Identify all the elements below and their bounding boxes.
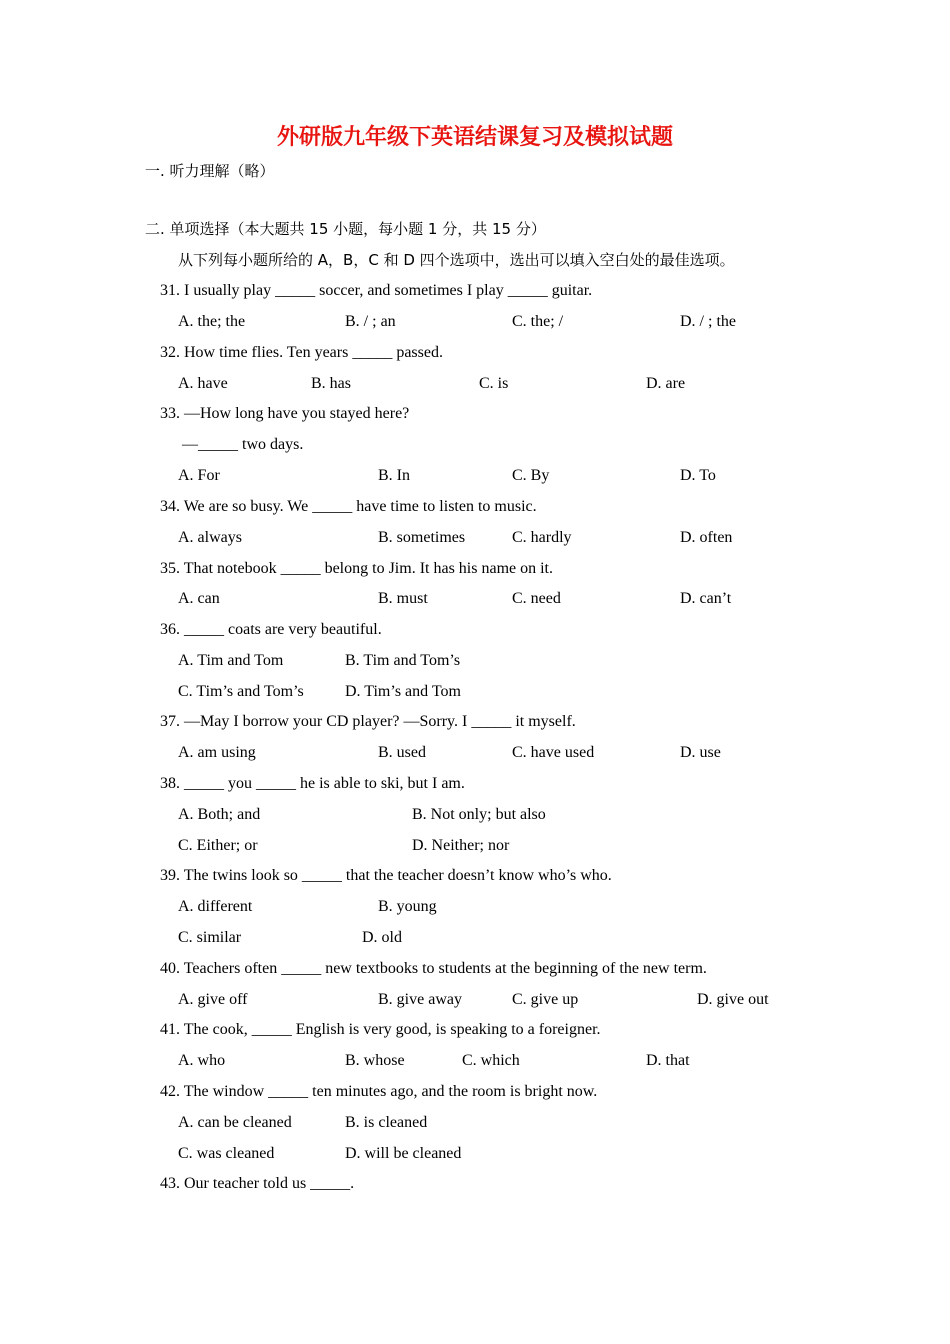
question-stem: 37. —May I borrow your CD player? —Sorry. I _____ it myself. xyxy=(160,713,576,730)
option-a: A. the; the xyxy=(178,313,246,330)
option-c: C. the; / xyxy=(512,313,564,330)
option-b: B. / ; an xyxy=(345,313,396,330)
option-a: A. have xyxy=(178,375,228,392)
option-a: A. Both; and xyxy=(178,806,261,823)
option-a: A. different xyxy=(178,898,253,915)
option-b: B. has xyxy=(311,375,351,392)
option-c: C. which xyxy=(462,1052,520,1069)
option-a: A. always xyxy=(178,529,242,546)
section-listening: 一. 听力理解（略） xyxy=(145,162,275,180)
option-c: C. similar xyxy=(178,929,242,946)
question-stem: 33. —How long have you stayed here? xyxy=(160,405,410,422)
question-stem: 38. _____ you _____ he is able to ski, but I am. xyxy=(160,775,465,792)
option-d: D. can’t xyxy=(680,590,732,607)
option-a: A. Tim and Tom xyxy=(178,652,284,669)
option-d: D. give out xyxy=(697,991,769,1008)
option-d: D. Tim’s and Tom xyxy=(345,683,461,700)
section-choice-instruction: 从下列每小题所给的 A，B，C 和 D 四个选项中，选出可以填入空白处的最佳选项。 xyxy=(178,251,735,269)
option-c: C. give up xyxy=(512,991,579,1008)
option-c: C. was cleaned xyxy=(178,1145,275,1162)
option-d: D. old xyxy=(362,929,402,946)
question-stem: 41. The cook, _____ English is very good, is speaking to a foreigner. xyxy=(160,1021,601,1038)
option-c: C. Either; or xyxy=(178,837,258,854)
option-c: C. have used xyxy=(512,744,595,761)
option-a: A. give off xyxy=(178,991,248,1008)
option-b: B. is cleaned xyxy=(345,1114,428,1131)
option-c: C. is xyxy=(479,375,509,392)
option-d: D. are xyxy=(646,375,686,392)
option-a: A. am using xyxy=(178,744,256,761)
option-d: D. will be cleaned xyxy=(345,1145,462,1162)
question-stem-reply: —_____ two days. xyxy=(182,436,304,453)
option-d: D. often xyxy=(680,529,733,546)
question-stem: 40. Teachers often _____ new textbooks to students at the beginning of the new term. xyxy=(160,960,707,977)
option-c: C. hardly xyxy=(512,529,572,546)
option-b: B. sometimes xyxy=(378,529,466,546)
option-b: B. must xyxy=(378,590,428,607)
option-b: B. young xyxy=(378,898,437,915)
question-stem: 39. The twins look so _____ that the teacher doesn’t know who’s who. xyxy=(160,867,612,884)
option-b: B. used xyxy=(378,744,426,761)
option-b: B. In xyxy=(378,467,410,484)
option-d: D. Neither; nor xyxy=(412,837,510,854)
option-a: A. who xyxy=(178,1052,226,1069)
option-c: C. need xyxy=(512,590,561,607)
option-b: B. whose xyxy=(345,1052,405,1069)
option-b: B. Not only; but also xyxy=(412,806,546,823)
question-stem: 32. How time flies. Ten years _____ passed. xyxy=(160,344,443,361)
option-a: A. can xyxy=(178,590,220,607)
question-stem: 34. We are so busy. We _____ have time to listen to music. xyxy=(160,498,537,515)
option-b: B. Tim and Tom’s xyxy=(345,652,461,669)
option-d: D. To xyxy=(680,467,716,484)
question-stem: 42. The window _____ ten minutes ago, and the room is bright now. xyxy=(160,1083,598,1100)
option-a: A. For xyxy=(178,467,220,484)
option-c: C. Tim’s and Tom’s xyxy=(178,683,304,700)
question-stem: 36. _____ coats are very beautiful. xyxy=(160,621,382,638)
option-b: B. give away xyxy=(378,991,462,1008)
section-choice-heading: 二. 单项选择（本大题共 15 小题，每小题 1 分，共 15 分） xyxy=(145,220,546,238)
option-a: A. can be cleaned xyxy=(178,1114,292,1131)
option-d: D. use xyxy=(680,744,721,761)
document-title: 外研版九年级下英语结课复习及模拟试题 xyxy=(276,125,673,150)
option-c: C. By xyxy=(512,467,550,484)
question-stem: 43. Our teacher told us _____. xyxy=(160,1175,355,1192)
option-d: D. / ; the xyxy=(680,313,736,330)
question-stem: 35. That notebook _____ belong to Jim. It has his name on it. xyxy=(160,560,553,577)
option-d: D. that xyxy=(646,1052,690,1069)
question-stem: 31. I usually play _____ soccer, and sometimes I play _____ guitar. xyxy=(160,282,593,299)
